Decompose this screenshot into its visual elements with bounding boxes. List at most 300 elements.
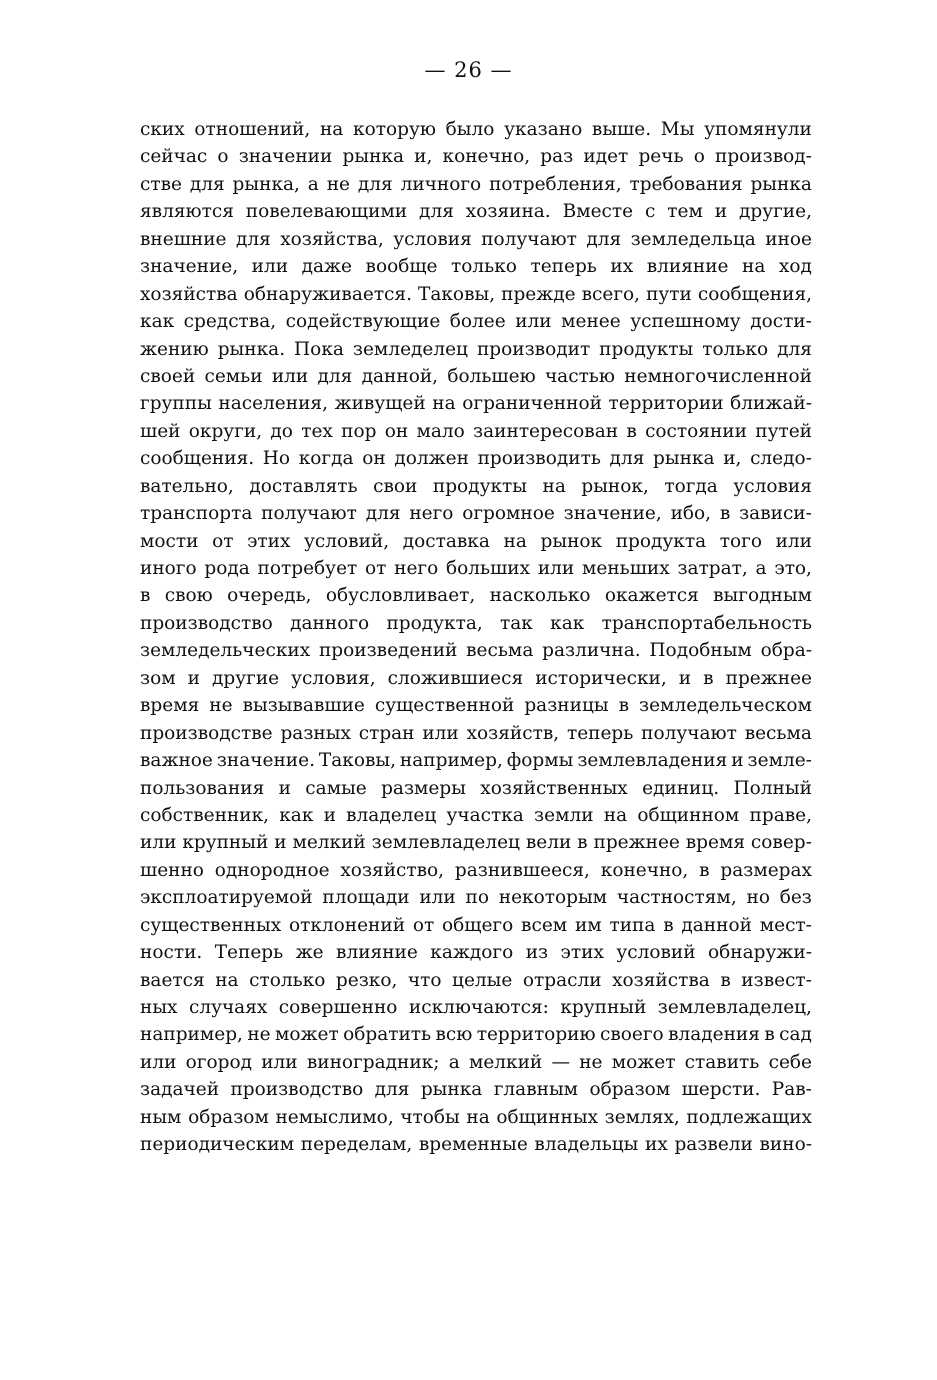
word: значение,: [140, 256, 239, 278]
word: образом: [188, 1106, 269, 1128]
word: потребует: [257, 558, 358, 579]
text-line: [140, 1076, 812, 1103]
word: насколько: [489, 585, 591, 607]
word: рынка: [342, 146, 404, 168]
word: или: [422, 722, 459, 744]
word: всего,: [581, 283, 641, 305]
word: как: [279, 804, 314, 826]
word: земледельческом: [639, 695, 812, 717]
word: некоторым: [498, 887, 608, 909]
word: задачей: [140, 1079, 220, 1101]
word: получают: [261, 503, 357, 525]
word: хозяйственных: [480, 777, 628, 799]
word: всю: [435, 1024, 473, 1046]
word: являются: [140, 201, 234, 223]
word: для: [189, 173, 225, 195]
word: в: [699, 859, 710, 881]
word: производство: [140, 612, 273, 634]
word: обратить: [343, 1024, 432, 1046]
word: шей: [140, 420, 181, 442]
word: огромное: [462, 503, 555, 525]
word: округи,: [188, 420, 263, 442]
word: сложившиеся: [387, 667, 524, 689]
word: существенных: [140, 914, 282, 936]
word: не: [579, 1051, 603, 1073]
word: Подобным: [649, 640, 752, 662]
word: случаях: [188, 997, 268, 1018]
word: хозяйство,: [340, 859, 445, 881]
word: размеры: [381, 777, 466, 799]
text-line: [140, 994, 812, 1021]
word: владельцы: [534, 1134, 639, 1156]
word: переделам,: [300, 1134, 413, 1156]
word: мелкий: [468, 1051, 543, 1073]
word: тех: [301, 420, 333, 442]
word: время: [685, 832, 746, 854]
word: чтобы: [400, 1106, 460, 1128]
word: иное: [765, 228, 812, 250]
word: или: [140, 1051, 177, 1073]
word: пути: [646, 283, 692, 305]
word: не: [326, 173, 350, 195]
word: для: [419, 201, 454, 223]
word: в: [663, 914, 674, 936]
word: с: [644, 201, 656, 223]
word: ских: [140, 119, 185, 140]
word: сообщения,: [697, 283, 812, 305]
page-number: — 26 —: [424, 58, 513, 82]
word: или: [419, 887, 456, 909]
word: например,: [399, 750, 503, 772]
word: от: [412, 914, 435, 936]
word: прежнее: [725, 667, 812, 689]
text-line: [140, 720, 812, 747]
word: от: [212, 530, 234, 552]
word: совер-: [750, 832, 812, 854]
word: хозяйств,: [466, 722, 560, 744]
word: формы: [506, 750, 574, 772]
word: свою: [164, 585, 213, 607]
word: успешному: [630, 311, 741, 333]
word: Теперь: [214, 942, 284, 964]
word: группы: [140, 393, 212, 415]
word: вается: [140, 969, 205, 991]
text-line: [140, 802, 812, 829]
text-line: [140, 281, 812, 308]
word: для: [609, 448, 645, 470]
word: стве: [140, 173, 182, 195]
word: большею: [447, 365, 536, 387]
word: их: [645, 1134, 668, 1156]
word: или: [261, 1051, 298, 1073]
word: пор: [341, 420, 377, 442]
word: разных: [280, 722, 351, 744]
word: как: [550, 612, 585, 634]
word: о: [693, 146, 705, 168]
text-line: [140, 939, 812, 966]
word: обусловливает,: [325, 585, 476, 607]
word: он: [384, 420, 409, 442]
word: огород: [185, 1051, 252, 1073]
text-line: [140, 226, 812, 253]
word: потребления,: [489, 173, 622, 195]
word: хозяйства: [140, 283, 238, 305]
word: менее: [561, 311, 621, 333]
text-line: [140, 912, 812, 939]
word: весьма: [744, 722, 812, 744]
word: более: [449, 311, 506, 333]
word: теперь: [530, 256, 597, 278]
word: владелец: [346, 804, 437, 826]
word: земледельческих: [140, 640, 311, 662]
word: —: [551, 1051, 570, 1073]
word: даже: [301, 256, 352, 278]
text-line: [140, 884, 812, 911]
word: значение.: [216, 750, 315, 772]
word: исключаются:: [408, 997, 549, 1018]
word: а: [755, 558, 767, 579]
word: извест-: [741, 969, 812, 991]
word: разницы: [524, 695, 609, 717]
word: и: [731, 750, 744, 772]
word: обнаружи-: [708, 942, 812, 964]
word: заинтересован: [473, 420, 619, 442]
text-line: [140, 637, 812, 664]
word: мест-: [759, 914, 812, 936]
word: крупный: [182, 832, 269, 854]
word: вательно,: [140, 475, 234, 497]
word: на: [542, 475, 566, 497]
word: для: [235, 228, 271, 250]
word: размерах: [720, 859, 812, 881]
word: частностям,: [616, 887, 737, 909]
word: и,: [723, 448, 742, 470]
word: обра-: [760, 640, 812, 662]
word: значении: [238, 146, 333, 168]
word: рынка: [750, 173, 812, 195]
word: транспорта: [140, 503, 253, 525]
word: затрат,: [677, 558, 748, 579]
word: периодическим: [140, 1134, 295, 1156]
word: не: [209, 695, 233, 717]
word: как: [140, 311, 175, 333]
word: и: [678, 667, 692, 689]
word: общинном: [637, 804, 740, 826]
word: рынка.: [217, 338, 286, 360]
word: общего: [442, 914, 514, 936]
word: когда: [298, 448, 354, 470]
word: каждого: [430, 942, 514, 964]
text-line: [140, 198, 812, 225]
word: другие,: [739, 201, 812, 223]
word: условия: [733, 475, 812, 497]
word: населения,: [218, 393, 328, 415]
word: для: [586, 228, 622, 250]
word: и: [274, 832, 287, 854]
word: зом: [140, 667, 176, 689]
word: значение,: [563, 503, 662, 525]
word: условия,: [291, 667, 376, 689]
word: землевладения: [577, 750, 728, 772]
word: главным: [493, 1079, 579, 1101]
word: только: [702, 338, 769, 360]
word: типа: [609, 914, 656, 936]
word: отрасли: [522, 969, 602, 991]
text-line: [140, 445, 812, 472]
word: земли: [534, 804, 594, 826]
word: доставка: [402, 530, 490, 552]
text-line: [140, 418, 812, 445]
text-line: [140, 829, 812, 856]
word: этих: [247, 530, 291, 552]
word: ход: [778, 256, 812, 278]
word: Вместе: [562, 201, 634, 223]
word: требования: [629, 173, 743, 195]
word: для: [317, 365, 353, 387]
word: от: [365, 558, 387, 579]
word: мости: [140, 530, 199, 552]
word: на: [432, 393, 456, 415]
word: для: [374, 1079, 410, 1101]
word: землях,: [604, 1106, 680, 1128]
word: разнившееся,: [454, 859, 590, 881]
word: виноградник;: [306, 1051, 440, 1073]
word: семьи: [204, 365, 263, 387]
word: отношений,: [194, 119, 311, 140]
word: без: [779, 887, 812, 909]
word: и: [714, 201, 728, 223]
word: Таковы,: [418, 283, 496, 305]
word: образом: [589, 1079, 671, 1101]
word: пользования: [140, 777, 265, 799]
word: а: [307, 173, 319, 195]
word: ближай-: [730, 393, 812, 415]
word: на: [466, 1106, 490, 1128]
text-line: [140, 1021, 812, 1048]
word: производстве: [140, 722, 273, 744]
word: временные: [418, 1134, 528, 1156]
text-line: [140, 1049, 812, 1076]
word: ставить: [684, 1051, 760, 1073]
word: повелевающими: [245, 201, 408, 223]
text-line: [140, 775, 812, 802]
word: которую: [353, 119, 436, 140]
word: владения: [668, 1024, 760, 1046]
word: Таковы,: [318, 750, 396, 772]
word: крупный: [560, 997, 647, 1018]
word: территории: [608, 393, 724, 415]
word: в: [618, 695, 630, 717]
text-line: [140, 582, 812, 609]
word: прежде: [501, 283, 576, 305]
word: хозяйства,: [280, 228, 384, 250]
word: транспортабельность: [601, 612, 812, 634]
word: и,: [414, 146, 433, 168]
word: или: [515, 311, 552, 333]
word: участка: [446, 804, 524, 826]
word: и: [278, 777, 291, 799]
word: влияние: [336, 942, 418, 964]
word: меньших: [581, 558, 670, 579]
word: исторически,: [535, 667, 667, 689]
text-line: [140, 1131, 812, 1158]
word: условий: [616, 942, 696, 964]
word: в: [577, 832, 588, 854]
word: время: [140, 695, 200, 717]
word: внешние: [140, 228, 227, 250]
word: конечно,: [442, 146, 531, 168]
word: однородное: [214, 859, 330, 881]
word: площади: [322, 887, 410, 909]
word: рынка: [420, 1079, 483, 1101]
word: теперь: [566, 722, 634, 744]
word: продукты: [599, 338, 694, 360]
word: должен: [394, 448, 469, 470]
word: другие: [212, 667, 280, 689]
word: мелкий: [292, 832, 366, 854]
word: вино-: [759, 1134, 812, 1156]
word: в: [703, 667, 714, 689]
word: сад: [779, 1024, 812, 1046]
word: ибо,: [670, 503, 712, 525]
word: дости-: [750, 311, 812, 333]
body-text: [140, 116, 812, 1159]
word: праве,: [749, 804, 812, 826]
word: вообще: [365, 256, 438, 278]
word: условия: [393, 228, 472, 250]
word: ным: [140, 1106, 182, 1128]
word: окажется: [604, 585, 699, 607]
word: земледелец: [352, 338, 468, 360]
word: так: [500, 612, 533, 634]
word: данного: [290, 612, 370, 634]
word: или: [775, 530, 812, 552]
word: содействующие: [285, 311, 441, 333]
word: своей: [140, 365, 196, 387]
word: средства,: [183, 311, 277, 333]
word: идет: [583, 146, 629, 168]
word: получают: [641, 722, 737, 744]
word: хозяйства: [612, 969, 710, 991]
word: весьма: [466, 640, 534, 662]
word: в: [719, 503, 731, 525]
word: на: [742, 256, 766, 278]
word: целые: [452, 969, 513, 991]
word: зависи-: [739, 503, 812, 525]
word: влияние: [646, 256, 729, 278]
word: но: [746, 887, 770, 909]
word: очередь,: [227, 585, 312, 607]
text-line: [140, 308, 812, 335]
word: больших: [445, 558, 531, 579]
word: и: [187, 667, 200, 689]
word: подлежащих: [686, 1106, 812, 1128]
word: различна.: [542, 640, 641, 662]
text-line: [140, 473, 812, 500]
word: о: [217, 146, 229, 168]
text-line: [140, 143, 812, 170]
word: себе: [768, 1051, 812, 1073]
word: вызывавшие: [242, 695, 365, 717]
word: он: [362, 448, 386, 470]
word: на: [215, 969, 239, 991]
word: немыслимо,: [275, 1106, 394, 1128]
word: это,: [774, 558, 812, 579]
text-line: [140, 500, 812, 527]
word: Но: [262, 448, 291, 470]
word: Полный: [733, 777, 812, 799]
text-line: [140, 528, 812, 555]
word: землевладелец,: [657, 997, 812, 1018]
word: данной: [681, 914, 752, 936]
word: личного: [400, 173, 482, 195]
word: продукта,: [386, 612, 483, 634]
text-line: [140, 967, 812, 994]
word: данной,: [361, 365, 439, 387]
text-line: [140, 253, 812, 280]
word: Пока: [294, 338, 344, 360]
text-line: [140, 857, 812, 884]
word: собственник,: [140, 804, 270, 826]
word: в: [764, 1024, 775, 1046]
word: общинных: [496, 1106, 598, 1128]
text-line: [140, 336, 812, 363]
text-line: [140, 171, 812, 198]
word: раз: [540, 146, 574, 168]
word: рода: [204, 558, 250, 579]
word: им: [574, 914, 602, 936]
word: указано: [504, 119, 583, 140]
word: тогда: [664, 475, 718, 497]
word: в: [140, 585, 151, 607]
word: землевладелец: [371, 832, 520, 854]
text-line: [140, 363, 812, 390]
word: упомянули: [704, 119, 812, 140]
word: него: [409, 503, 454, 525]
word: продукты: [432, 475, 527, 497]
text-line: [140, 692, 812, 719]
word: продукта: [615, 530, 707, 552]
text-line: [140, 116, 812, 143]
word: хозяина.: [465, 201, 551, 223]
word: немногочисленной: [624, 365, 812, 387]
word: рынка,: [232, 173, 300, 195]
word: сообщения.: [140, 448, 255, 470]
word: например,: [140, 1024, 243, 1046]
word: частью: [544, 365, 615, 387]
word: свои: [373, 475, 418, 497]
text-line: [140, 610, 812, 637]
word: стран: [358, 722, 415, 744]
word: сейчас: [140, 146, 208, 168]
word: совершенно: [278, 997, 398, 1018]
word: производство: [230, 1079, 364, 1101]
word: всем: [521, 914, 568, 936]
word: в: [626, 420, 637, 442]
word: тем: [667, 201, 703, 223]
word: производит: [476, 338, 591, 360]
word: мало: [416, 420, 465, 442]
word: условий,: [304, 530, 390, 552]
word: что: [407, 969, 442, 991]
word: выгодным: [713, 585, 812, 607]
word: своего: [599, 1024, 664, 1046]
word: только: [451, 256, 517, 278]
word: прежнее: [593, 832, 680, 854]
word: жению: [140, 338, 209, 360]
word: на: [503, 530, 527, 552]
word: ограниченной: [462, 393, 602, 415]
